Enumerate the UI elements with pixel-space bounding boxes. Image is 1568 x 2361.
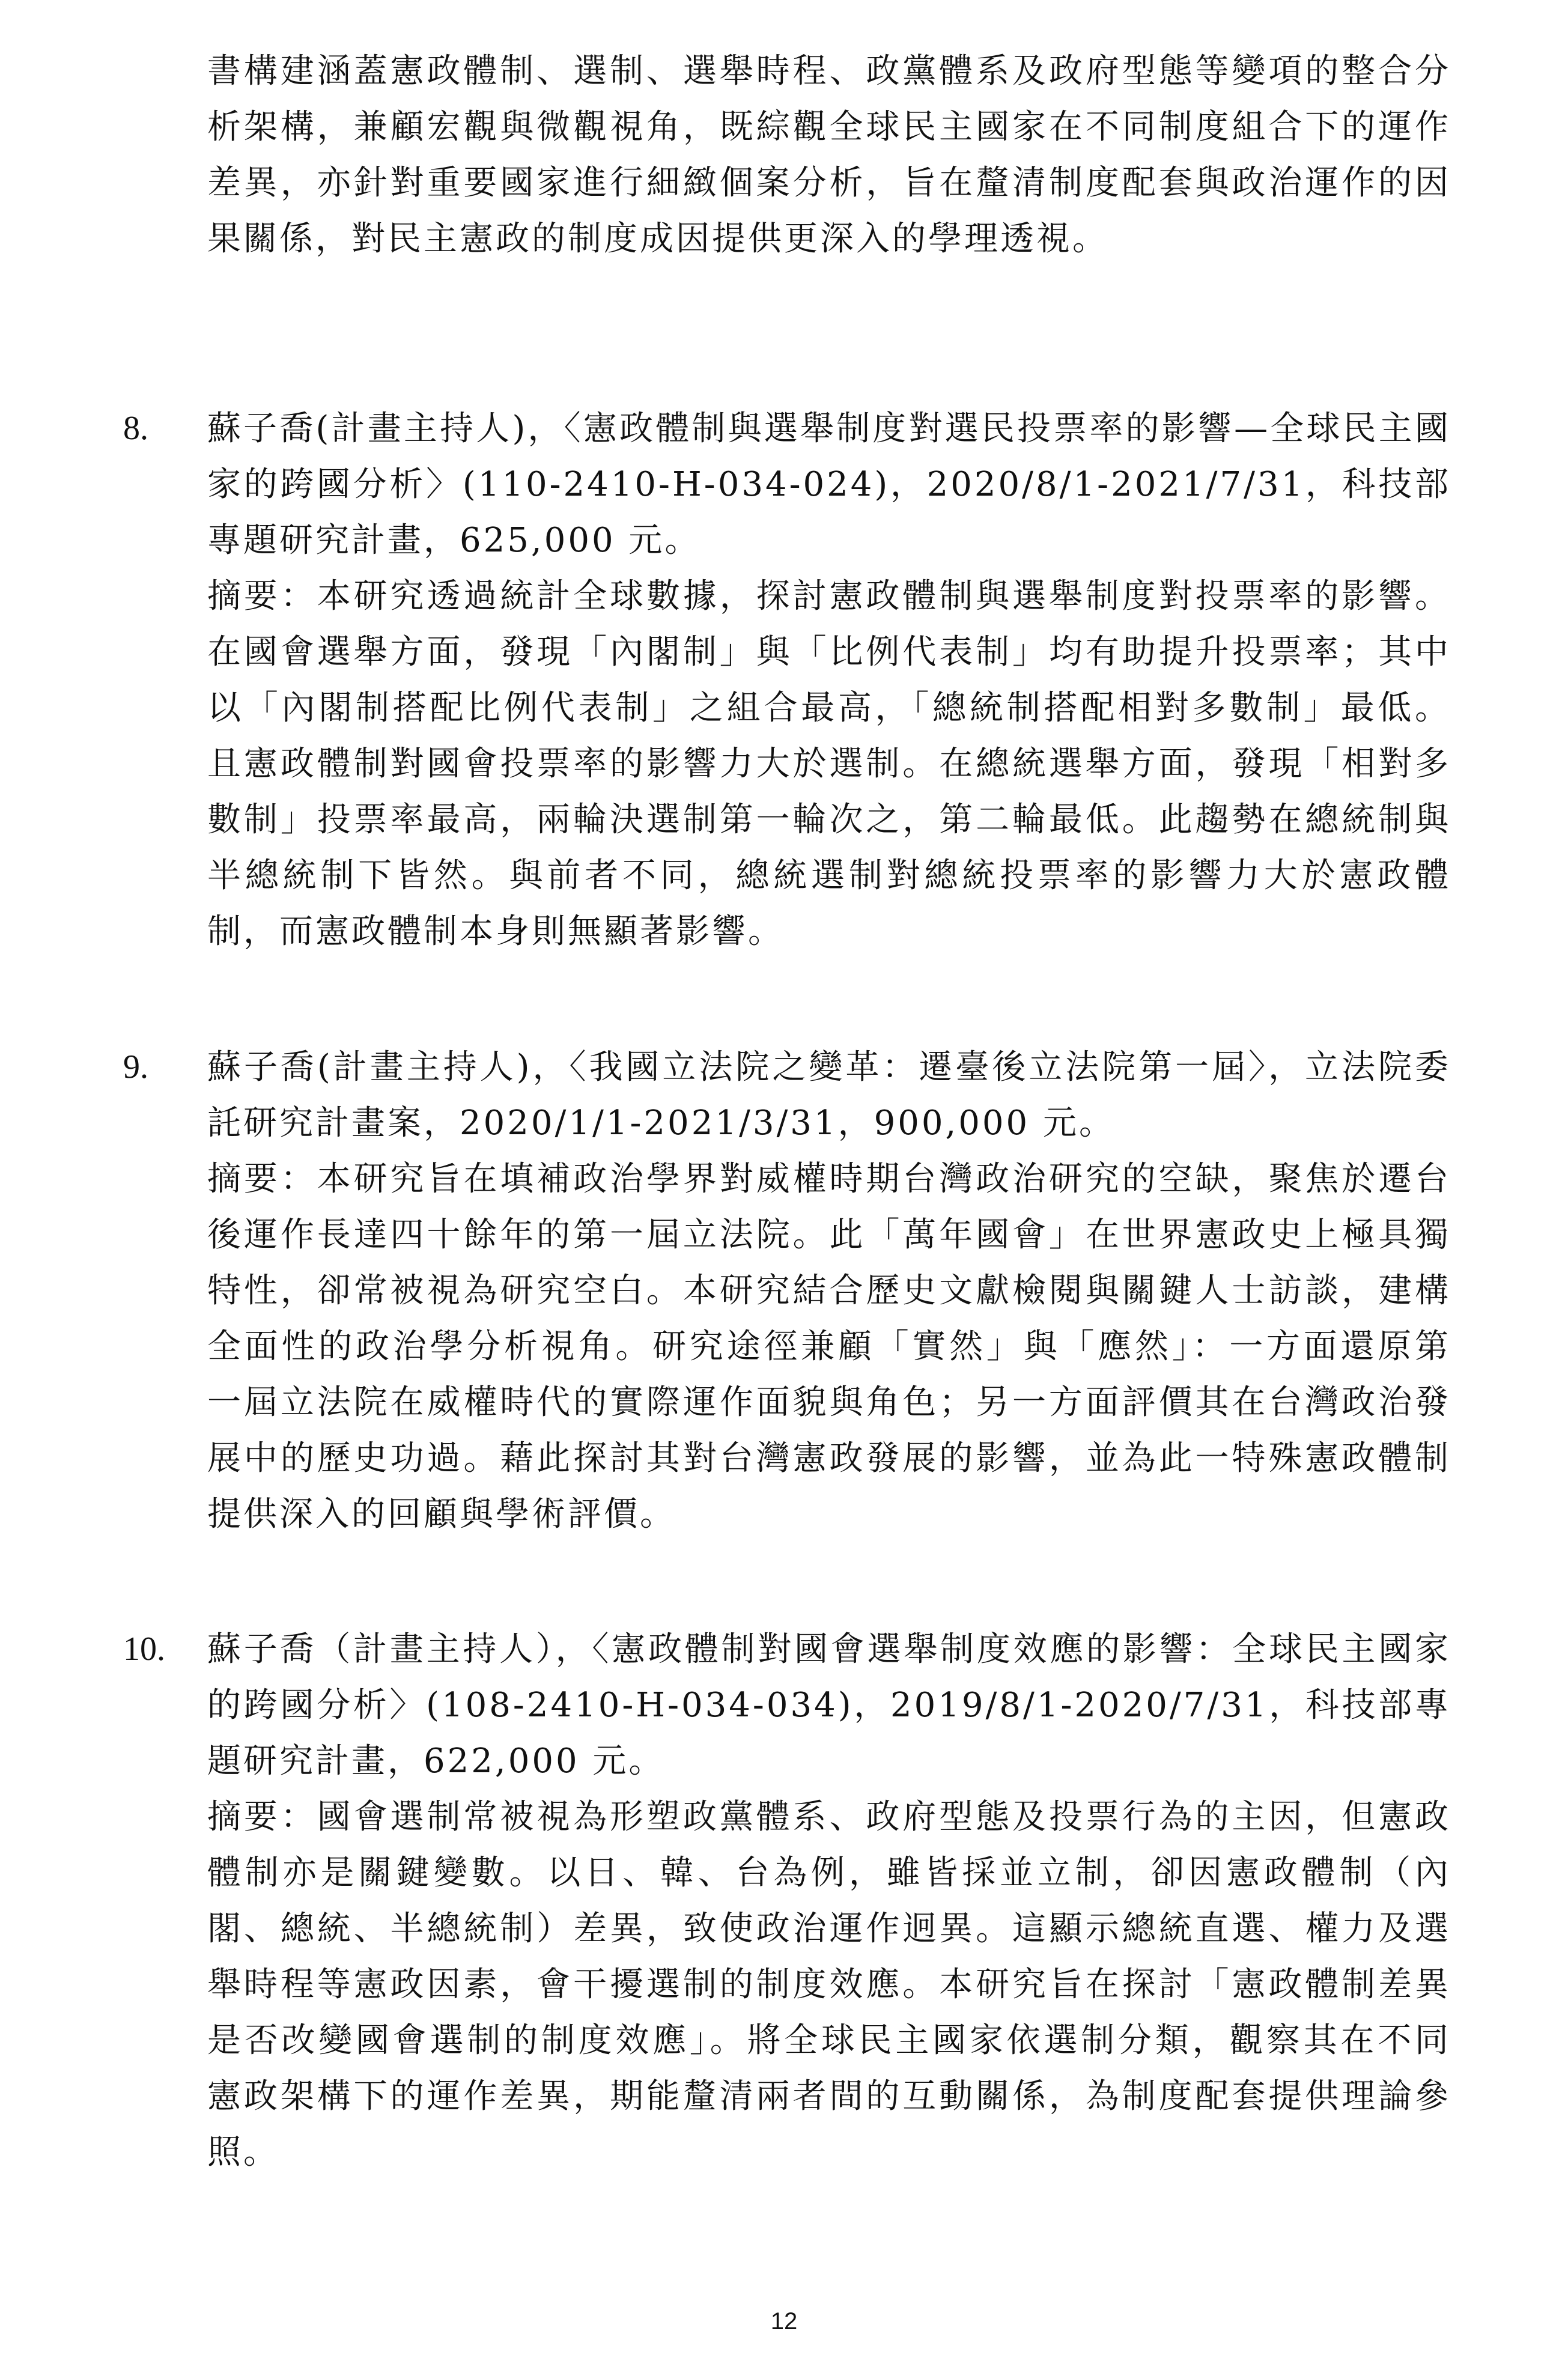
project-citation: 蘇子喬(計畫主持人)，〈憲政體制與選舉制度對選民投票率的影響—全球民主國家的跨國分析〉(110-2410-H-034-024)，2020/8/1-2021/7/31，科技部專題研究計畫，625,000 元。 bbox=[207, 409, 1451, 560]
project-abstract: 摘要：本研究旨在填補政治學界對威權時期台灣政治研究的空缺，聚焦於遷台後運作長達四十餘年的第一屆立法院。此「萬年國會」在世界憲政史上極具獨特性，卻常被視為研究空白。本研究結合歷史文獻檢閱與關鍵人士訪談，建構全面性的政治學分析視角。研究途徑兼顧「實然」與「應然」：一方面還原第一屆立法院在威權時代的實際運作面貌與角色；另一方面評價其在台灣政治發展中的歷史功過。藉此探討其對台灣憲政發展的影響，並為此一特殊憲政體制提供深入的回顧與學術評價。 bbox=[207, 1159, 1451, 1534]
item-number: 10. bbox=[123, 1630, 165, 1668]
item-body bbox=[207, 1039, 1451, 1542]
project-abstract: 摘要：本研究透過統計全球數據，探討憲政體制與選舉制度對投票率的影響。在國會選舉方面，發現「內閣制」與「比例代表制」均有助提升投票率；其中以「內閣制搭配比例代表制」之組合最高，「總統制搭配相對多數制」最低。且憲政體制對國會投票率的影響力大於選制。在總統選舉方面，發現「相對多數制」投票率最高，兩輪決選制第一輪次之，第二輪最低。此趨勢在總統制與半總統制下皆然。與前者不同，總統選制對總統投票率的影響力大於憲政體制，而憲政體制本身則無顯著影響。 bbox=[207, 577, 1451, 951]
page-number: 12 bbox=[770, 2308, 798, 2335]
item-number: 9. bbox=[123, 1048, 148, 1086]
project-citation: 蘇子喬（計畫主持人），〈憲政體制對國會選舉制度效應的影響：全球民主國家的跨國分析〉(108-2410-H-034-034)，2019/8/1-2020/7/31，科技部專題研究計畫，622,000 元。 bbox=[207, 1630, 1451, 1781]
item-body bbox=[207, 401, 1451, 959]
item-number: 8. bbox=[123, 410, 148, 447]
project-citation: 蘇子喬(計畫主持人)，〈我國立法院之變革：遷臺後立法院第一屆〉，立法院委託研究計畫案，2020/1/1-2021/3/31，900,000 元。 bbox=[207, 1048, 1451, 1143]
project-abstract: 摘要：國會選制常被視為形塑政黨體系、政府型態及投票行為的主因，但憲政體制亦是關鍵變數。以日、韓、台為例，雖皆採並立制，卻因憲政體制（內閣、總統、半總統制）差異，致使政治運作迥異。這顯示總統直選、權力及選舉時程等憲政因素，會干擾選制的制度效應。本研究旨在探討「憲政體制差異是否改變國會選制的制度效應」。將全球民主國家依選制分類，觀察其在不同憲政架構下的運作差異，期能釐清兩者間的互動關係，為制度配套提供理論參照。 bbox=[207, 1797, 1451, 2172]
item-body bbox=[207, 1621, 1451, 2180]
continued-abstract-paragraph: 書構建涵蓋憲政體制、選制、選舉時程、政黨體系及政府型態等變項的整合分析架構，兼顧宏觀與微觀視角，既綜觀全球民主國家在不同制度組合下的運作差異，亦針對重要國家進行細緻個案分析，旨在釐清制度配套與政治運作的因果關係，對民主憲政的制度成因提供更深入的學理透視。 bbox=[207, 52, 1451, 258]
